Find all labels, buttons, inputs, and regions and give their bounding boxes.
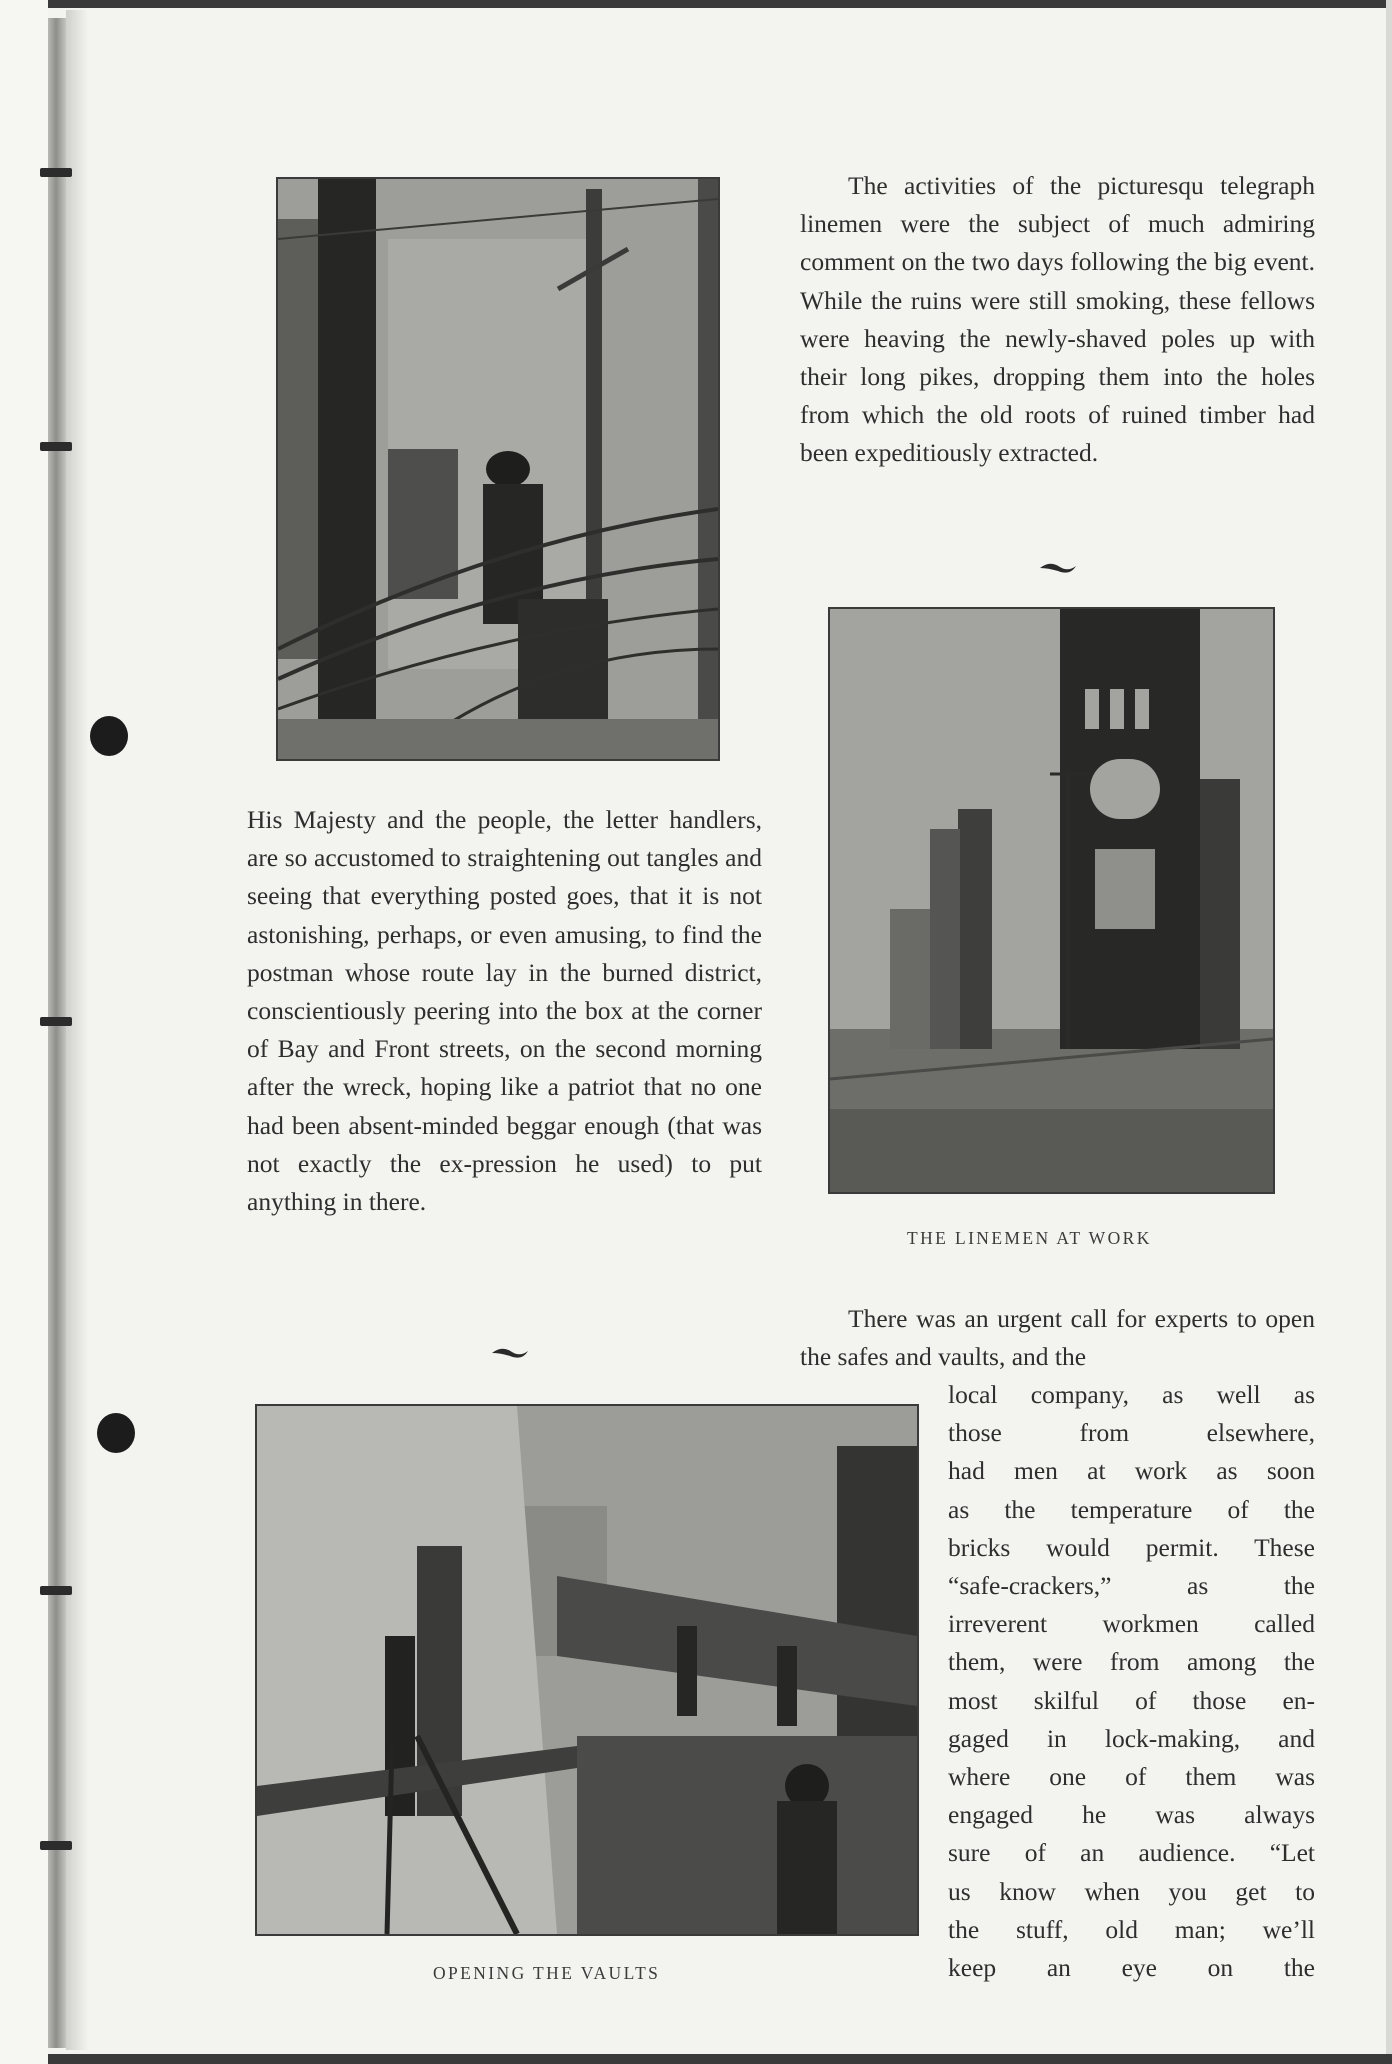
text-line: those from elsewhere, [948, 1418, 1315, 1448]
passage-safe-crackers [948, 1376, 1315, 1987]
text-line: had men at work as soon [948, 1456, 1315, 1486]
text-line: as the temperature of the [948, 1494, 1315, 1524]
photo-opening-vaults [255, 1404, 919, 1936]
passage-postman: His Majesty and the people, the letter handlers, are so accustomed to straightening out tangles and seeing that everything posted goes, that it is not astonishing, perhaps, or even amusing, to find the postman whose route lay in the burned district, conscientiously peering into the box at the corner of Bay and Front streets, on the second morning after the wreck, hoping like a patriot that no one had been absent-minded beggar enough (that was not exactly the ex-pression he used) to put anything in there. [247, 805, 762, 1217]
binding-staple [40, 442, 72, 451]
text-line: irreverent workmen called [948, 1609, 1315, 1639]
text-line: them, were from among the [948, 1647, 1315, 1677]
text-line: us know when you get to [948, 1876, 1315, 1906]
text-line: engaged he was always [948, 1800, 1315, 1830]
text-line: sure of an audience. “Let [948, 1838, 1315, 1868]
binding-staple [40, 168, 72, 177]
text-line: where one of them was [948, 1762, 1315, 1792]
caption-vaults: OPENING THE VAULTS [433, 1963, 661, 1983]
binding-staple [40, 1841, 72, 1850]
passage-telegraph-linemen: The activities of the picturesqu telegraph linemen were the subject of much admiring comment on the two days following the big event. While the ruins were still smoking, these fellows were heaving the newly-shaved poles up with their long pikes, dropping them into the holes from which the old roots of ruined timber had been expeditiously extracted. [800, 171, 1315, 468]
text-line: gaged in lock-making, and [948, 1723, 1315, 1753]
gutter-shadow [66, 10, 88, 2050]
binding-spine [48, 18, 66, 2048]
photo-postman-mailbox [276, 177, 720, 761]
text-line: most skilful of those en- [948, 1685, 1315, 1715]
punch-hole [97, 1413, 135, 1453]
page-margin-left [0, 0, 48, 2064]
binding-staple [40, 1586, 72, 1595]
text-line: “safe-crackers,” as the [948, 1571, 1315, 1601]
photo-linemen-at-work [828, 607, 1275, 1194]
scan-bottom-edge [0, 2054, 1392, 2064]
scan-top-edge [0, 0, 1392, 8]
caption-linemen: THE LINEMEN AT WORK [907, 1228, 1152, 1248]
section-ornament [1038, 560, 1078, 576]
passage-safe-crackers-lead: There was an urgent call for experts to open the safes and vaults, and the [800, 1304, 1315, 1372]
text-line: the stuff, old man; we’ll [948, 1914, 1315, 1944]
binding-staple [40, 1017, 72, 1026]
text-line: local company, as well as [948, 1380, 1315, 1409]
text-line: bricks would permit. These [948, 1532, 1315, 1562]
scan-right-edge [1386, 0, 1392, 2064]
text-line: keep an eye on the [948, 1953, 1315, 1983]
section-ornament [490, 1345, 530, 1361]
punch-hole [90, 716, 128, 756]
